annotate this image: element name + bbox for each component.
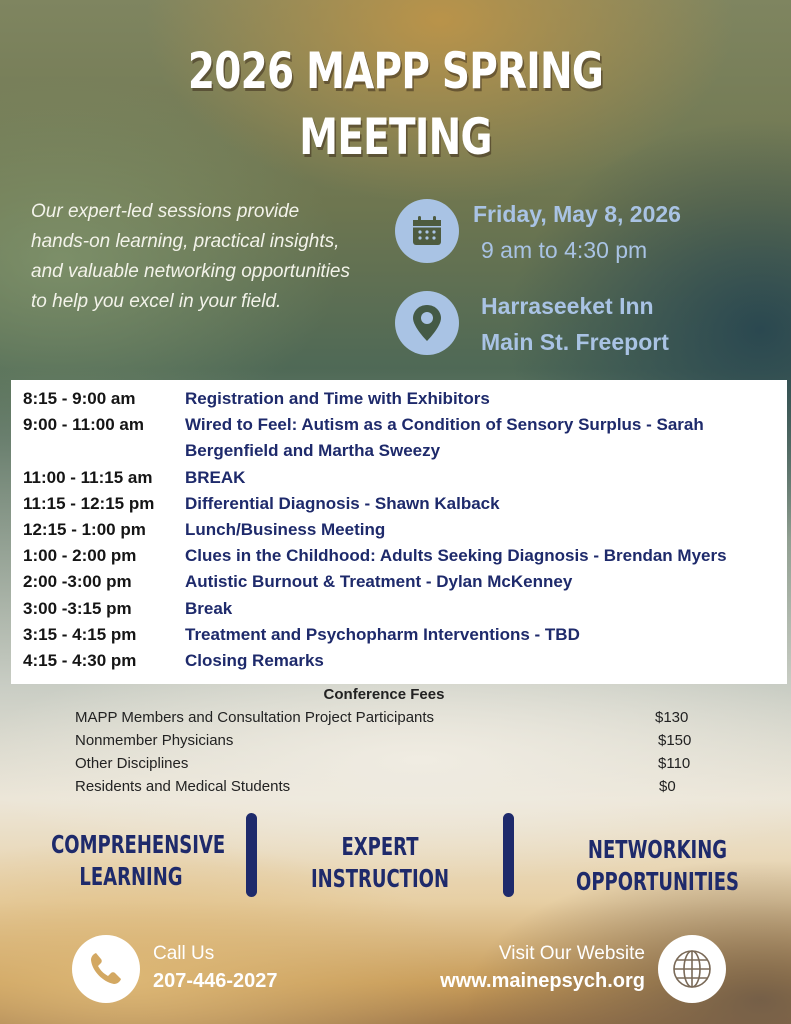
pillar-line-1: NETWORKING <box>587 835 728 864</box>
fee-row <box>75 752 705 775</box>
schedule-time: 11:00 - 11:15 am <box>23 467 153 487</box>
schedule-session: Lunch/Business Meeting <box>185 520 386 540</box>
schedule-time: 8:15 - 9:00 am <box>23 389 136 408</box>
schedule-session: Treatment and Psychopharm Interventions - TBD <box>185 624 580 644</box>
schedule-time: 2:00 -3:00 pm <box>23 572 132 592</box>
pillar-line-2: LEARNING <box>79 862 183 891</box>
fee-amount: $130 <box>655 709 689 726</box>
conference-fees <box>75 684 705 798</box>
schedule-row <box>11 543 787 569</box>
schedule-session: Break <box>185 598 233 618</box>
schedule-session: Registration and Time with Exhibitors <box>185 389 490 408</box>
map-pin-icon <box>395 291 459 355</box>
fee-amount: $150 <box>658 732 692 749</box>
event-date-time <box>473 196 681 268</box>
schedule-time: 11:15 - 12:15 pm <box>23 493 155 513</box>
calendar-icon <box>395 199 459 263</box>
divider <box>503 813 514 897</box>
schedule-time: 4:15 - 4:30 pm <box>23 651 137 671</box>
fee-row <box>75 729 705 752</box>
schedule-session: Clues in the Childhood: Adults Seeking Diagnosis - Brendan Myers <box>185 546 727 566</box>
schedule-session: Wired to Feel: Autism as a Condition of Sensory Surplus - Sarah Bergenfield and Martha Sweezy <box>185 415 704 461</box>
pillar-networking-opportunities <box>573 834 742 898</box>
phone-number[interactable]: 207-446-2027 <box>153 970 278 992</box>
event-address: Main St. Freeport <box>481 329 669 355</box>
intro-text: Our expert-led sessions provide hands-on learning, practical insights, and valuable networking opportunities to help you excel in your field. <box>31 201 350 312</box>
call-us-label: Call Us <box>153 943 215 964</box>
event-location <box>481 288 669 360</box>
pillar-comprehensive-learning <box>51 829 226 893</box>
schedule-time: 3:15 - 4:15 pm <box>23 624 137 644</box>
phone-icon[interactable] <box>72 935 140 1003</box>
fee-amount: $0 <box>659 778 676 795</box>
title-line-2: MEETING <box>299 108 492 166</box>
schedule-row <box>11 517 787 543</box>
schedule-session: Differential Diagnosis - Shawn Kalback <box>185 493 500 513</box>
divider <box>246 813 257 897</box>
schedule-row <box>11 491 787 517</box>
page-title <box>87 38 704 170</box>
schedule-session: Autistic Burnout & Treatment - Dylan McKenney <box>185 572 573 592</box>
fee-label: MAPP Members and Consultation Project Participants <box>75 709 435 726</box>
fee-label: Nonmember Physicians <box>75 732 234 749</box>
pillar-expert-instruction <box>301 831 459 895</box>
event-date: Friday, May 8, 2026 <box>473 201 681 227</box>
fee-label: Residents and Medical Students <box>75 778 291 795</box>
schedule-time: 12:15 - 1:00 pm <box>23 520 146 540</box>
website-link[interactable]: www.mainepsych.org <box>440 970 645 992</box>
fee-amount: $110 <box>658 755 691 772</box>
schedule-session: BREAK <box>185 467 246 487</box>
schedule-row <box>11 622 787 648</box>
schedule-row <box>11 596 787 622</box>
visit-website-label: Visit Our Website <box>498 943 645 964</box>
title-line-1: 2026 MAPP SPRING <box>187 42 604 100</box>
pillar-line-2: INSTRUCTION <box>310 864 450 893</box>
schedule-table <box>11 380 787 684</box>
globe-icon[interactable] <box>658 935 726 1003</box>
event-time: 9 am to 4:30 pm <box>481 237 648 263</box>
schedule-row <box>11 465 787 491</box>
fee-label: Other Disciplines <box>75 755 189 772</box>
pillar-line-1: EXPERT <box>341 832 419 861</box>
schedule-row <box>11 648 787 674</box>
fees-heading: Conference Fees <box>323 686 445 703</box>
fee-row <box>75 706 705 729</box>
schedule-row <box>11 412 787 464</box>
schedule-time: 1:00 - 2:00 pm <box>23 546 137 566</box>
event-venue: Harraseeket Inn <box>481 293 654 319</box>
fee-row <box>75 775 705 798</box>
schedule-row <box>11 569 787 595</box>
pillar-line-2: OPPORTUNITIES <box>576 867 739 896</box>
schedule-row <box>11 386 787 412</box>
schedule-time: 9:00 - 11:00 am <box>23 415 144 435</box>
schedule-session: Closing Remarks <box>185 651 324 671</box>
schedule-time: 3:00 -3:15 pm <box>23 598 132 618</box>
pillar-line-1: COMPREHENSIVE <box>51 830 226 859</box>
